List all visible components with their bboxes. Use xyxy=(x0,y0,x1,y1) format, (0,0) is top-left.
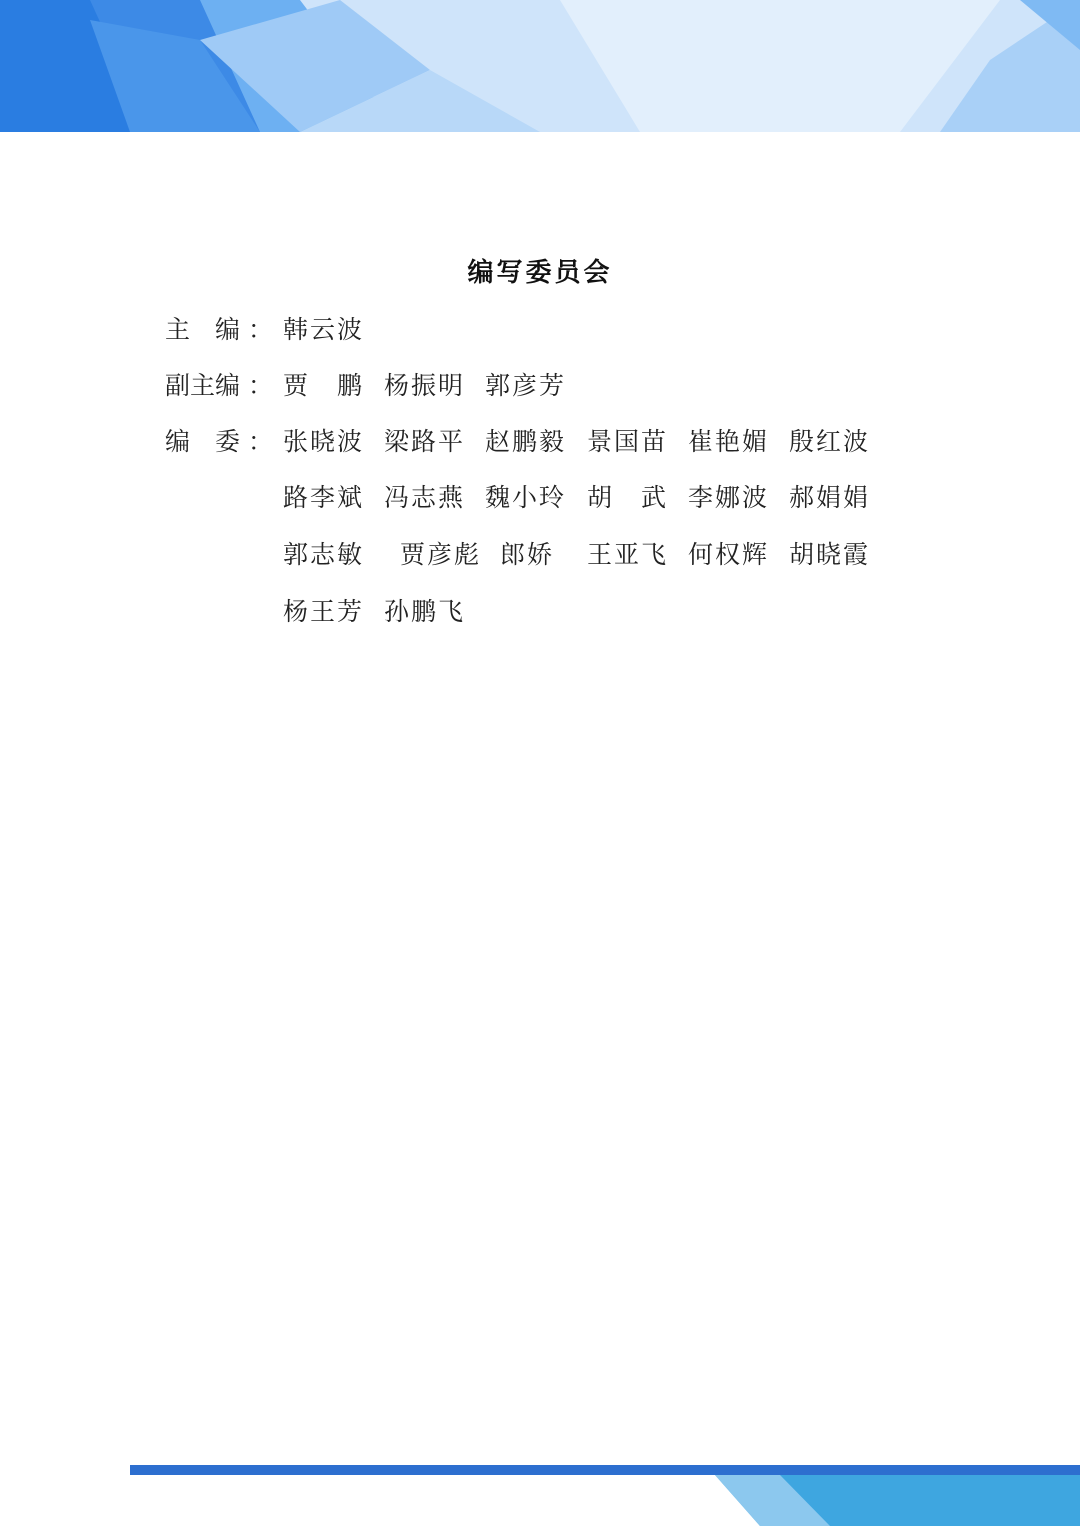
board-row xyxy=(0,592,1080,632)
member-name: 胡 武 xyxy=(587,483,669,512)
member-name: 何权辉 xyxy=(688,540,770,569)
role-colon: ： xyxy=(248,371,274,400)
member-name: 孙鹏飞 xyxy=(384,597,466,626)
role-label: 主 编 xyxy=(165,315,241,344)
member-name: 路李斌 xyxy=(283,483,365,512)
board-row xyxy=(0,422,1080,462)
member-name: 崔艳媚 xyxy=(688,427,770,456)
member-name: 王亚飞 xyxy=(587,540,669,569)
chief-editor-row xyxy=(0,310,1080,350)
board-row xyxy=(0,478,1080,518)
footer-bar xyxy=(0,1455,1080,1526)
member-name: 魏小玲 xyxy=(485,483,567,512)
member-name: 郝娟娟 xyxy=(789,483,871,512)
page-title: 编写委员会 xyxy=(467,258,613,288)
member-name: 杨王芳 xyxy=(283,597,365,626)
member-name: 胡晓霞 xyxy=(789,540,871,569)
member-name: 殷红波 xyxy=(789,427,871,456)
deputy-editors-row xyxy=(0,366,1080,406)
member-name: 贾彦彪 xyxy=(400,540,482,569)
role-label: 副主编 xyxy=(165,371,241,400)
board-row xyxy=(0,535,1080,575)
member-name: 冯志燕 xyxy=(384,483,466,512)
role-colon: ： xyxy=(248,427,274,456)
editor-name: 郭彦芳 xyxy=(485,371,567,400)
role-colon: ： xyxy=(248,315,274,344)
editor-name: 韩云波 xyxy=(283,315,365,344)
member-name: 张晓波 xyxy=(283,427,365,456)
member-name: 李娜波 xyxy=(688,483,770,512)
header-banner xyxy=(0,0,1080,132)
editor-name: 杨振明 xyxy=(384,371,466,400)
member-name: 郎娇 xyxy=(500,540,555,569)
role-label: 编 委 xyxy=(165,427,241,456)
member-name: 景国苗 xyxy=(587,427,669,456)
member-name: 郭志敏 xyxy=(283,540,365,569)
member-name: 梁路平 xyxy=(384,427,466,456)
editor-name: 贾 鹏 xyxy=(283,371,365,400)
member-name: 赵鹏毅 xyxy=(485,427,567,456)
